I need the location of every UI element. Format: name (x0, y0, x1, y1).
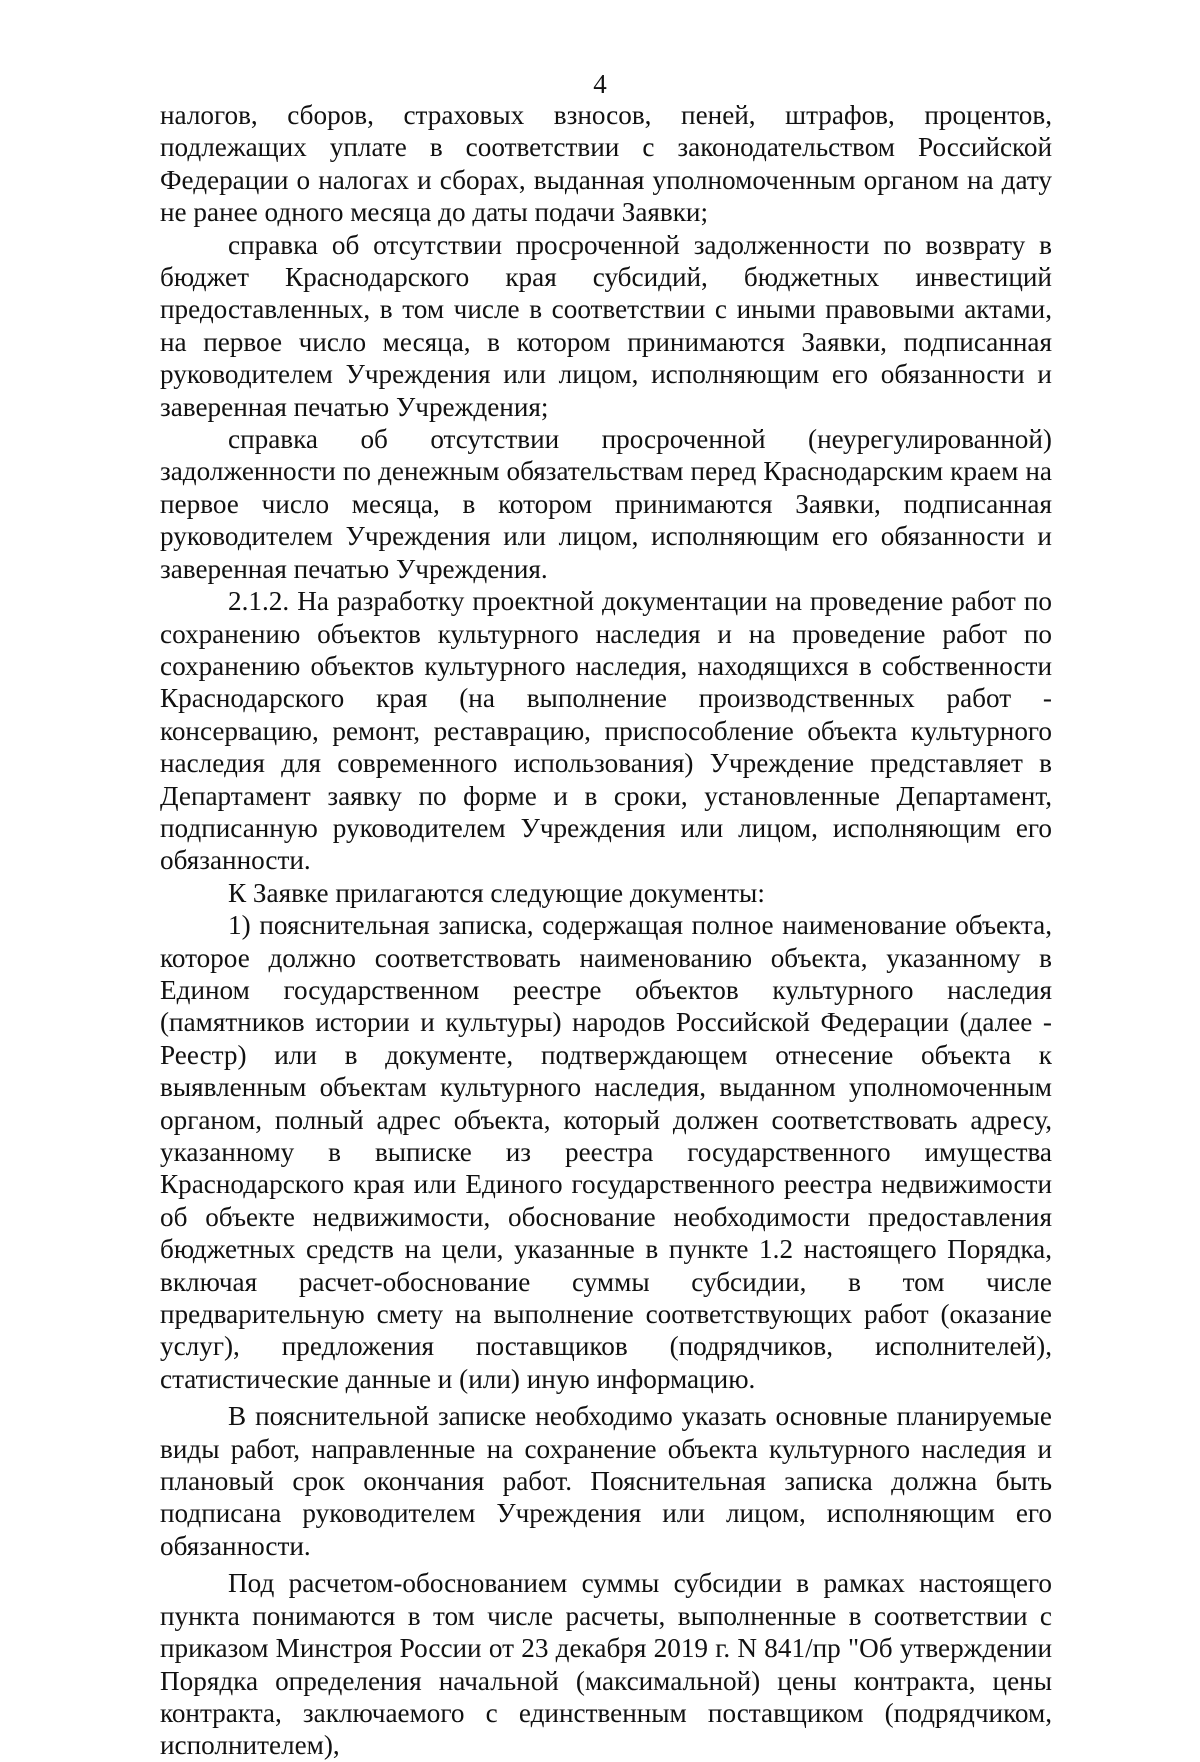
paragraph-6: 1) пояснительная записка, содержащая полное наименование объекта, которое должно соответствовать наименованию объекта, указанному в Едином государственном реестре объектов культурного наследия (памятников истории и культуры) народов Российской Федерации (далее - Реестр) или в документе, подтверждающем отнесение объекта к выявленным объектам культурного наследия, выданном уполномоченным органом, полный адрес объекта, который должен соответствовать адресу, указанному в выписке из реестра государственного имущества Краснодарского края или Единого государственного реестра недвижимости об объекте недвижимости, обоснование необходимости предоставления бюджетных средств на цели, указанные в пункте 1.2 настоящего Порядка, включая расчет-обоснование суммы субсидии, в том числе предварительную смету на выполнение соответствующих работ (оказание услуг), предложения поставщиков (подрядчиков, исполнителей), статистические данные и (или) иную информацию. (160, 910, 1052, 1394)
paragraph-2: справка об отсутствии просроченной задолженности по возврату в бюджет Краснодарского края субсидий, бюджетных инвестиций предоставленных, в том числе в соответствии с иными правовыми актами, на первое число месяца, в котором принимаются Заявки, подписанная руководителем Учреждения или лицом, исполняющим его обязанности и заверенная печатью Учреждения; (160, 229, 1052, 422)
paragraph-5: К Заявке прилагаются следующие документы: (228, 877, 765, 908)
paragraph-3: справка об отсутствии просроченной (неурегулированной) задолженности по денежным обязательствам перед Краснодарским краем на первое число месяца, в котором принимаются Заявки, подписанная руководителем Учреждения или лицом, исполняющим его обязанности и заверенная печатью Учреждения. (160, 424, 1052, 584)
paragraph-7: В пояснительной записке необходимо указать основные планируемые виды работ, направленные на сохранение объекта культурного наследия и плановый срок окончания работ. Пояснительная записка должна быть подписана руководителем Учреждения или лицом, исполняющим его обязанности. (160, 1401, 1052, 1561)
paragraph-8: Под расчетом-обоснованием суммы субсидии в рамках настоящего пункта понимаются в том числе расчеты, выполненные в соответствии с приказом Минстроя России от 23 декабря 2019 г. N 841/пр "Об утверждении Порядка определения начальной (максимальной) цены контракта, цены контракта, заключаемого с единственным поставщиком (подрядчиком, исполнителем), (160, 1568, 1052, 1761)
paragraph-4: 2.1.2. На разработку проектной документации на проведение работ по сохранению объектов культурного наследия и на проведение работ по сохранению объектов культурного наследия, находящихся в собственности Краснодарского края (на выполнение производственных работ - консервацию, ремонт, реставрацию, приспособление объекта культурного наследия для современного использования) Учреждение представляет в Департамент заявку по форме и в сроки, установленные Департамент, подписанную руководителем Учреждения или лицом, исполняющим его обязанности. (160, 586, 1052, 876)
document-body (160, 99, 1052, 1762)
paragraph-1: налогов, сборов, страховых взносов, пеней, штрафов, процентов, подлежащих уплате в соответствии с законодательством Российской Федерации о налогах и сборах, выданная уполномоченным органом на дату не ранее одного месяца до даты подачи Заявки; (160, 100, 1052, 228)
page-number: 4 (593, 69, 607, 99)
